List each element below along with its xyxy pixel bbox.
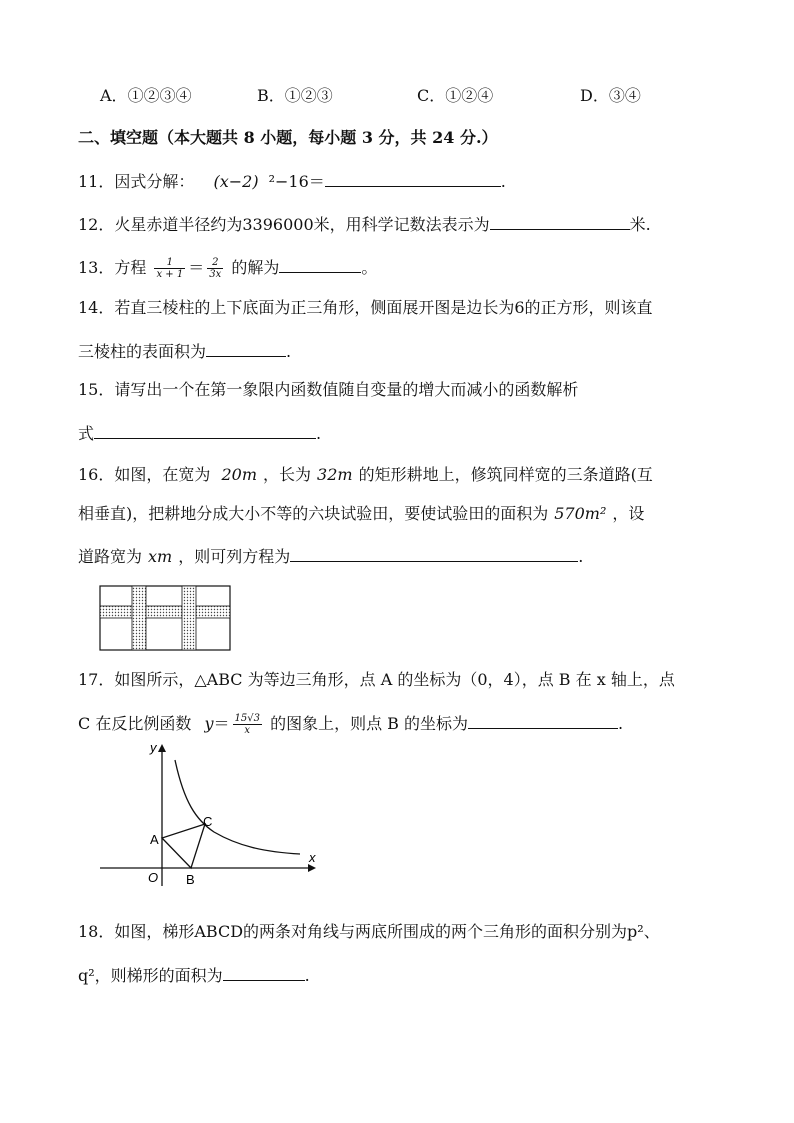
question-15-line1: 15．请写出一个在第一象限内函数值随自变量的增大而减小的函数解析 xyxy=(78,380,579,399)
question-16-line3: 道路宽为 xm ，则可列方程为 . xyxy=(78,547,584,566)
label-b: B xyxy=(186,872,195,887)
question-12: 12．火星赤道半径约为3396000米，用科学记数法表示为 米. xyxy=(78,215,651,234)
question-18-line1: 18．如图，梯形ABCD的两条对角线与两底所围成的两个三角形的面积分别为p²、 xyxy=(78,922,660,941)
question-14-line1: 14．若直三棱柱的上下底面为正三角形，侧面展开图是边长为6的正方形，则该直 xyxy=(78,298,653,317)
option-a: A．①②③④ xyxy=(100,86,192,105)
section-title: 二、填空题（本大题共 8 小题，每小题 3 分，共 24 分.） xyxy=(78,128,498,147)
option-b: B．①②③ xyxy=(257,86,333,105)
answer-blank[interactable] xyxy=(325,170,501,187)
answer-blank[interactable] xyxy=(279,256,361,273)
question-17-line2: C 在反比例函数 y＝ $\frac{15√3}{x}$ 的图象上，则点 B 的坐标为 . xyxy=(78,713,624,736)
question-14-line2: 三棱柱的表面积为 . xyxy=(78,342,292,361)
label-a: A xyxy=(150,832,159,847)
triangle-abc xyxy=(162,824,205,868)
road-vertical-2 xyxy=(182,586,196,650)
question-17-line1: 17．如图所示，△ABC 为等边三角形，点 A 的坐标为（0，4），点 B 在 x 轴上，点 xyxy=(78,670,675,689)
question-15-line2: 式 . xyxy=(78,424,322,443)
answer-blank[interactable] xyxy=(223,964,305,981)
field-figure xyxy=(96,584,232,652)
label-c: C xyxy=(203,814,213,829)
y-axis-arrow xyxy=(158,744,166,752)
question-16-line1: 16．如图，在宽为 20m ，长为 32m 的矩形耕地上，修筑同样宽的三条道路(互 xyxy=(78,465,653,484)
label-y: y xyxy=(150,740,157,755)
question-18-line2: q²，则梯形的面积为 . xyxy=(78,966,310,985)
option-c: C．①②④ xyxy=(417,86,494,105)
label-x: x xyxy=(309,850,316,865)
answer-blank[interactable] xyxy=(490,213,630,230)
road-horizontal xyxy=(100,606,230,618)
hyperbola-curve xyxy=(175,760,300,854)
x-axis-arrow xyxy=(308,864,316,872)
answer-blank[interactable] xyxy=(468,712,618,729)
answer-blank[interactable] xyxy=(206,340,286,357)
road-vertical-1 xyxy=(132,586,146,650)
answer-blank[interactable] xyxy=(290,545,578,562)
question-16-line2: 相垂直)，把耕地分成大小不等的六块试验田，要使试验田的面积为 570m² ，设 xyxy=(78,504,645,523)
graph-17 xyxy=(96,740,326,890)
answer-blank[interactable] xyxy=(94,422,316,439)
option-d: D．③④ xyxy=(580,86,641,105)
label-o: O xyxy=(148,870,159,885)
question-13: 13．方程 $\frac{1}{x + 1}$ ＝ $\frac{2}{3x}$ 的解为 。 xyxy=(78,257,378,280)
question-11: 11．因式分解： (x−2) ²−16＝ . xyxy=(78,172,506,191)
